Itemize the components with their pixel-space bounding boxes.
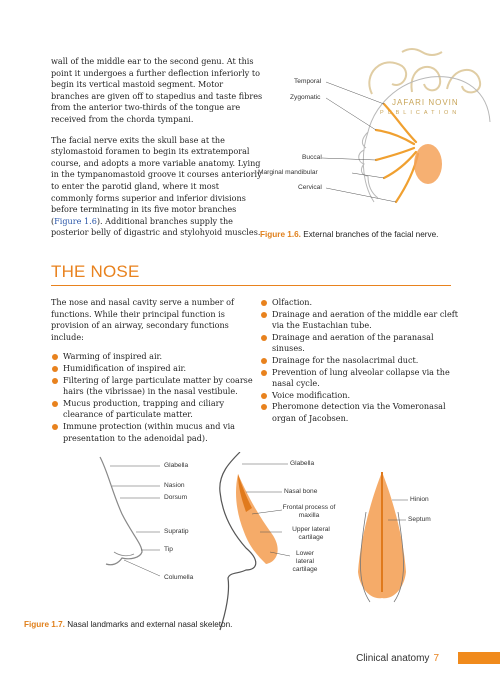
label-cervical: Cervical bbox=[298, 184, 322, 191]
label-glabella-skeleton: Glabella bbox=[290, 460, 315, 467]
label-zygomatic: Zygomatic bbox=[290, 94, 321, 101]
section-heading-the-nose: THE NOSE bbox=[51, 262, 451, 286]
label-dorsum: Dorsum bbox=[164, 494, 188, 501]
label-buccal: Buccal bbox=[302, 154, 322, 161]
figure-1-6-caption bbox=[260, 230, 438, 239]
list-item: Mucus production, trapping and ciliary clearance of particulate matter. bbox=[51, 398, 261, 421]
intro-paragraph-2-tail: ). Additional branches supply the posterior belly of digastric and stylohyoid muscles. bbox=[51, 215, 261, 238]
facial-nerve-illustration bbox=[256, 52, 492, 222]
label-septum: Septum bbox=[408, 516, 431, 523]
list-item: Filtering of large particulate matter by coarse hairs (the vibrissae) in the nasal vestibule. bbox=[51, 375, 261, 398]
label-temporal: Temporal bbox=[294, 78, 322, 85]
list-item: Immune protection (within mucus and via presentation to the adenoidal pad). bbox=[51, 421, 261, 444]
footer-accent-bar bbox=[458, 652, 500, 664]
label-marginal-mandibular: Marginal mandibular bbox=[258, 169, 318, 176]
label-nasal-bone: Nasal bone bbox=[284, 488, 318, 495]
intro-paragraph-2-text: The facial nerve exits the skull base at the stylomastoid foramen to begin its extratemporal course, and adopts a more variable anatomy. Lying in the tympanomastoid groove it courses anteriorly to enter the parotid gland, where it most commonly forms superior and inferior divisions before terminating in its five motor branches ( bbox=[51, 134, 262, 226]
list-item: Pheromone detection via the Vomeronasal organ of Jacobsen. bbox=[260, 401, 460, 424]
page-number: 7 bbox=[433, 653, 439, 664]
figure-1-6-caption-number: Figure 1.6. bbox=[260, 230, 301, 239]
nose-intro-paragraph: The nose and nasal cavity serve a number of functions. While their principal function is provision of an airway, secondary functions include: bbox=[51, 297, 234, 342]
label-frontal-process-of-maxilla: Frontal process of maxilla bbox=[282, 504, 336, 519]
list-item: Warming of inspired air. bbox=[51, 351, 261, 363]
parotid-gland-shape bbox=[414, 144, 442, 184]
nasal-anatomy-illustration bbox=[20, 452, 480, 632]
figure-1-7-caption-text: Nasal landmarks and external nasal skeleton. bbox=[67, 620, 233, 629]
figure-1-6-link[interactable]: Figure 1.6 bbox=[54, 215, 97, 226]
list-item: Voice modification. bbox=[260, 390, 460, 402]
nose-functions-list-right bbox=[260, 297, 460, 425]
intro-paragraph-2 bbox=[51, 135, 263, 239]
list-item: Humidification of inspired air. bbox=[51, 363, 261, 375]
figure-1-7 bbox=[20, 452, 480, 632]
watermark-subtitle: PUBLICATION bbox=[380, 110, 461, 116]
label-lower-lateral-cartilage: Lower lateral cartilage bbox=[292, 550, 318, 573]
label-columella: Columella bbox=[164, 574, 194, 581]
label-supratip: Supratip bbox=[164, 528, 189, 535]
figure-1-6 bbox=[256, 52, 492, 248]
nose-profile-outline bbox=[100, 457, 142, 565]
list-item: Drainage and aeration of the middle ear cleft via the Eustachian tube. bbox=[260, 309, 460, 332]
label-glabella-profile: Glabella bbox=[164, 462, 189, 469]
nose-left-column bbox=[51, 297, 261, 444]
nose-right-column bbox=[260, 297, 460, 425]
intro-paragraph-1: wall of the middle ear to the second genu. At this point it undergoes a further deflection inferiorly to begin its vertical mastoid segment. Motor branches are given off to stapedius and taste fibres from the anterior two-thirds of the tongue are received from the chorda tympani. bbox=[51, 56, 263, 124]
label-nasion: Nasion bbox=[164, 482, 185, 489]
list-item: Prevention of lung alveolar collapse via the nasal cycle. bbox=[260, 367, 460, 390]
figure-1-6-caption-text: External branches of the facial nerve. bbox=[303, 230, 439, 239]
list-item: Drainage for the nasolacrimal duct. bbox=[260, 355, 460, 367]
label-hinion: Hinion bbox=[410, 496, 429, 503]
footer-section-title: Clinical anatomy bbox=[356, 653, 430, 664]
label-upper-lateral-cartilage: Upper lateral cartilage bbox=[292, 526, 330, 541]
figure-1-7-caption bbox=[24, 620, 232, 629]
watermark-name: JAFARI NOVIN bbox=[392, 98, 459, 107]
nose-functions-list-left bbox=[51, 351, 261, 444]
label-tip: Tip bbox=[164, 546, 173, 553]
page-footer bbox=[356, 653, 439, 664]
list-item: Olfaction. bbox=[260, 297, 460, 309]
intro-text-column bbox=[51, 56, 263, 239]
list-item: Drainage and aeration of the paranasal sinuses. bbox=[260, 332, 460, 355]
figure-1-7-caption-number: Figure 1.7. bbox=[24, 620, 65, 629]
